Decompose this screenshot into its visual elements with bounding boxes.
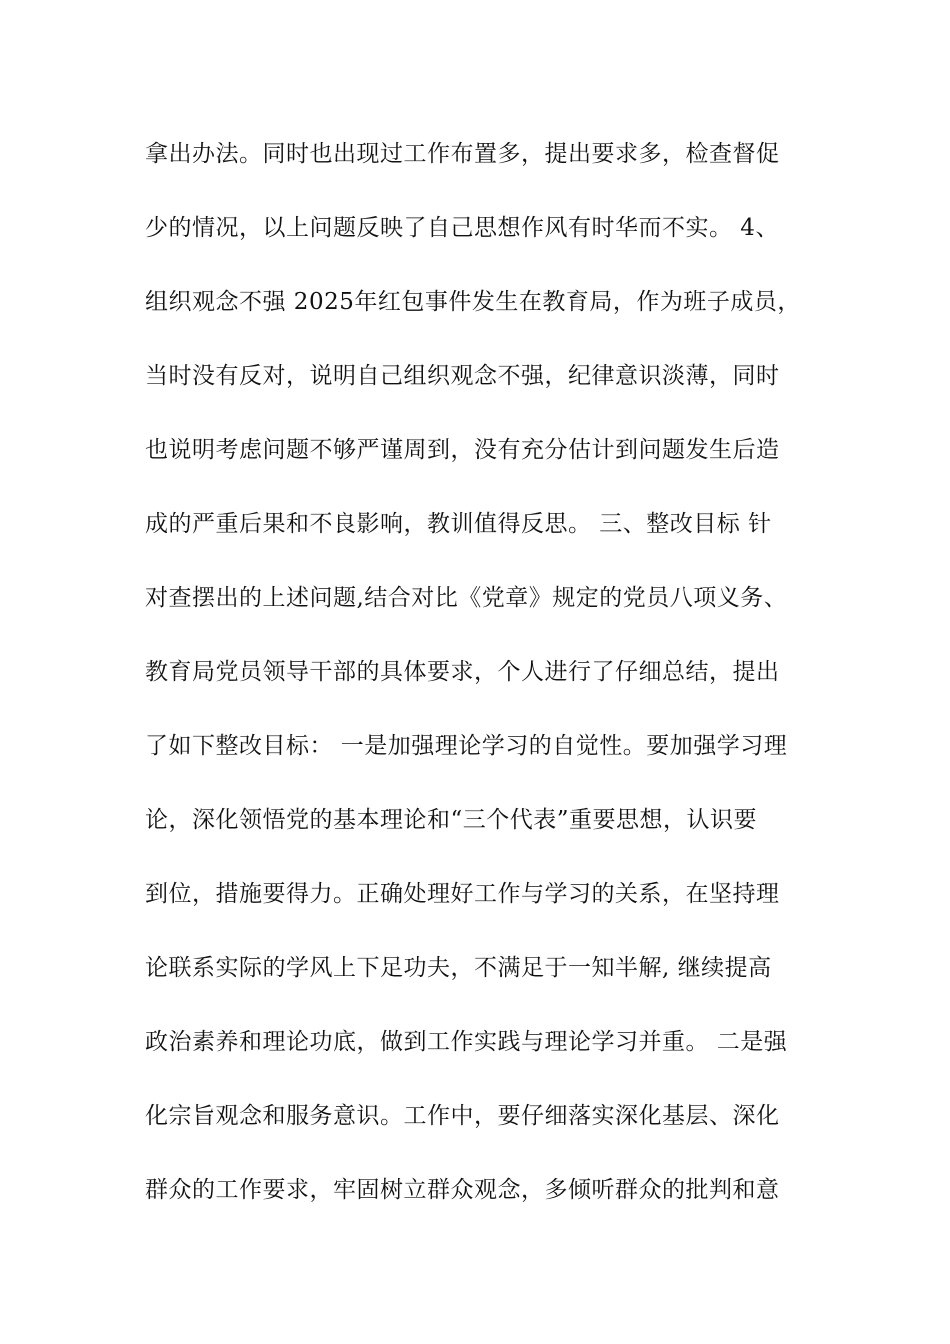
text-line: 化宗旨观念和服务意识。工作中，要仔细落实深化基层、深化 (145, 1103, 780, 1129)
text-line: 到位，措施要得力。正确处理好工作与学习的关系，在坚持理 (145, 881, 780, 907)
text-line: 了如下整改目标： 一是加强理论学习的自觉性。要加强学习理 (145, 733, 788, 759)
text-line: 论联系实际的学风上下足功夫，不满足于一知半解, 继续提高 (145, 955, 772, 981)
text-line: 群众的工作要求，牢固树立群众观念，多倾听群众的批判和意 (145, 1177, 780, 1203)
body-text (145, 130, 845, 1240)
text-line: 也说明考虑问题不够严谨周到，没有充分估计到问题发生后造 (145, 437, 780, 463)
text-line: 政治素养和理论功底，做到工作实践与理论学习并重。 二是强 (145, 1029, 788, 1055)
text-line: 对查摆出的上述问题,结合对比《党章》规定的党员八项义务、 (145, 585, 788, 611)
text-line: 拿出办法。同时也出现过工作布置多，提出要求多，检查督促 (145, 141, 780, 167)
text-line: 少的情况，以上问题反映了自己思想作风有时华而不实。 4、 (145, 215, 779, 241)
text-line: 成的严重后果和不良影响，教训值得反思。 三、整改目标 针 (145, 511, 772, 537)
text-line: 组织观念不强 2025年红包事件发生在教育局，作为班子成员， (145, 289, 801, 315)
text-line: 当时没有反对，说明自己组织观念不强，纪律意识淡薄，同时 (145, 363, 780, 389)
text-line: 论，深化领悟党的基本理论和“三个代表”重要思想，认识要 (145, 807, 758, 833)
text-line: 教育局党员领导干部的具体要求，个人进行了仔细总结，提出 (145, 659, 780, 685)
